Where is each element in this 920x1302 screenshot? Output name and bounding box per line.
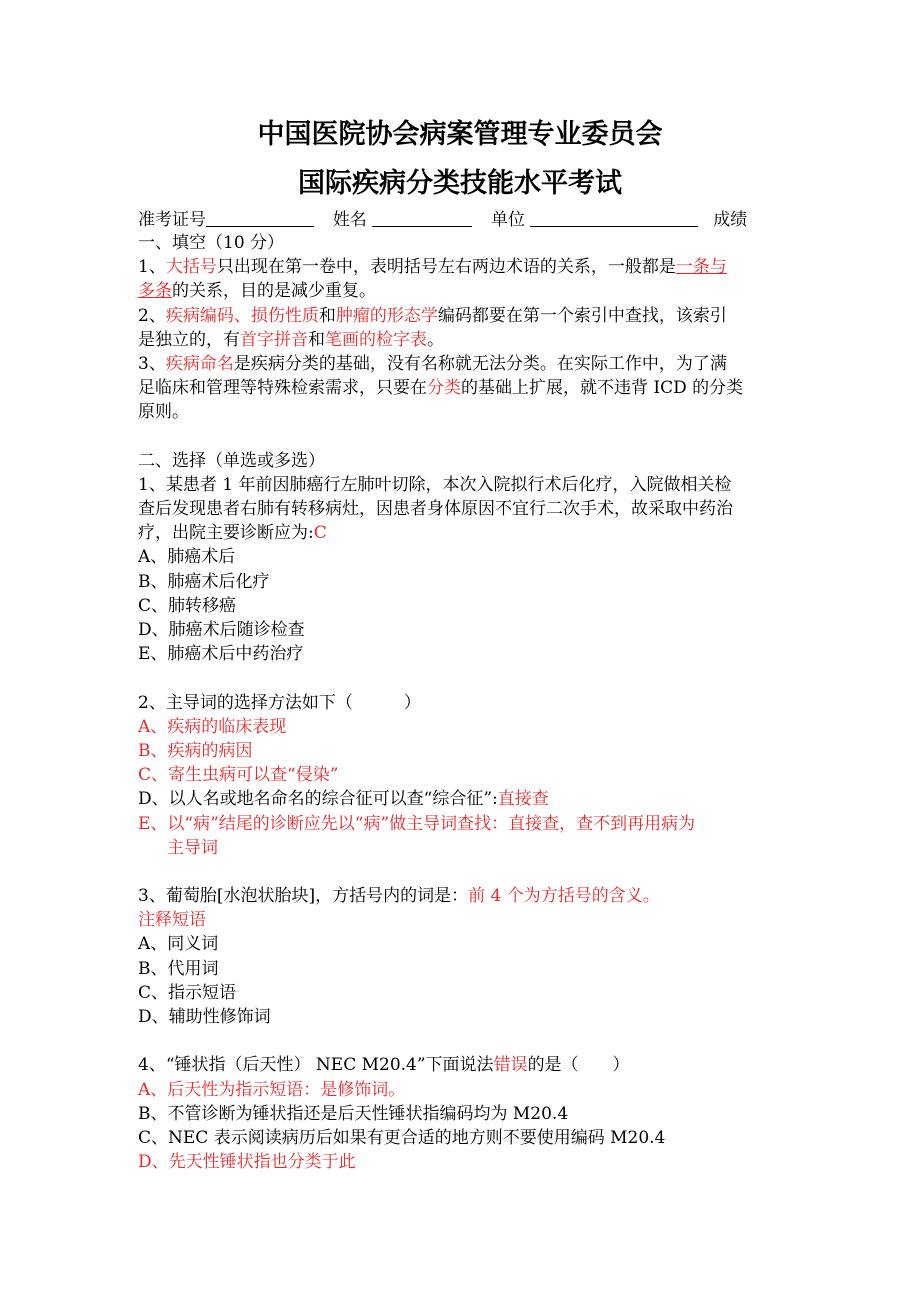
question-text: 的是（ ）	[527, 1055, 630, 1076]
candidate-info-row	[138, 207, 798, 233]
option-item: C、指示短语	[138, 982, 237, 1003]
name-label: 姓名	[332, 210, 367, 230]
question-text: 足临床和管理等特殊检索需求，只要在	[138, 378, 427, 399]
section-heading: 一、填空（10 分）	[138, 233, 285, 253]
answer-text: 分类	[427, 378, 461, 399]
option-item: B、肺癌术后化疗	[138, 571, 270, 592]
option-item: B、代用词	[138, 958, 219, 979]
emphasis-text: 错误	[493, 1055, 528, 1076]
choice-question-1-end	[138, 521, 786, 545]
answer-text: 大括号	[165, 257, 217, 278]
question-text: 疗，出院主要诊断应为:	[138, 523, 314, 544]
unit-label: 单位	[491, 210, 526, 230]
answer-text: 疾病编码、损伤性质	[165, 305, 319, 326]
fill-question-1	[138, 255, 786, 279]
page-subtitle: 国际疾病分类技能水平考试	[298, 168, 622, 199]
option-item: A、肺癌术后	[138, 547, 236, 568]
answer-text: 注释短语	[138, 910, 206, 931]
option-item-cont: 主导词	[167, 837, 218, 858]
unit-blank[interactable]	[530, 208, 698, 227]
question-text: 3、	[138, 353, 166, 374]
question-text: 。	[427, 329, 444, 350]
section-heading: 二、选择（单选或多选）	[138, 450, 325, 471]
option-item: D、肺癌术后随诊检查	[138, 620, 305, 640]
question-text: 和	[308, 329, 325, 350]
exam-id-label: 准考证号	[138, 210, 206, 230]
option-item-correct: A、疾病的临床表现	[138, 716, 287, 737]
name-blank[interactable]	[372, 208, 472, 227]
question-text: 的基础上扩展，就不违背 ICD 的分类	[461, 378, 744, 399]
option-item: C、NEC 表示阅读病历后如果有更合适的地方则不要使用编码 M20.4	[138, 1127, 666, 1148]
option-text: D、以人名或地名命名的综合征可以查“综合征”:	[138, 789, 498, 810]
option-item: A、同义词	[138, 934, 219, 955]
question-text: 2、	[138, 305, 166, 326]
answer-text: 直接查	[497, 789, 549, 810]
fill-question-2-cont	[138, 328, 786, 352]
question-text: 和	[318, 305, 336, 326]
question-text: 的关系，目的是减少重复。	[172, 281, 376, 302]
exam-id-blank[interactable]	[206, 208, 314, 227]
exam-content	[138, 231, 786, 1174]
answer-text: 直接查，查不到再用病为	[508, 813, 696, 834]
choice-question-3	[138, 884, 786, 908]
option-item: C、肺转移癌	[138, 595, 237, 616]
question-text: 只出现在第一卷中，表明括号左右两边术语的关系，一般都是	[216, 257, 676, 278]
option-item-correct	[138, 812, 786, 836]
answer-note: 前 4 个为方括号的含义。	[468, 886, 660, 907]
option-item-correct: A、后天性为指示短语：是修饰词。	[138, 1079, 406, 1100]
question-text: 4、“锤状指（后天性） NEC M20.4”下面说法	[138, 1055, 494, 1076]
answer-text: 首字拼音	[240, 329, 308, 350]
choice-question-4	[138, 1053, 786, 1077]
answer-text: 疾病命名	[165, 353, 234, 374]
score-label: 成绩	[713, 210, 748, 230]
page-title: 中国医院协会病案管理专业委员会	[257, 119, 663, 150]
option-item-correct: C、寄生虫病可以查“侵染”	[138, 765, 339, 786]
answer-text: 一条与	[675, 257, 727, 278]
option-item: B、不管诊断为锤状指还是后天性锤状指编码均为 M20.4	[138, 1103, 569, 1124]
question-text: 编码都要在第一个索引中查找，该索引	[437, 305, 727, 326]
choice-question-1-cont: 查后发现患者右肺有转移病灶，因患者身体原因不宜行二次手术，故采取中药治	[138, 499, 733, 520]
question-text: 1、	[138, 257, 166, 278]
question-text: 是疾病分类的基础，没有名称就无法分类。在实际工作中，为了满	[233, 353, 727, 374]
answer-text: 多条	[138, 281, 172, 302]
choice-question-2: 2、主导词的选择方法如下（ ）	[138, 692, 421, 713]
option-item	[138, 787, 786, 811]
answer-text: C	[313, 523, 327, 544]
fill-question-3-cont	[138, 376, 786, 400]
answer-text: 笔画的检字表	[325, 329, 427, 350]
fill-question-2	[138, 304, 786, 328]
fill-question-3	[138, 352, 786, 376]
question-text: 3、葡萄胎[水泡状胎块]，方括号内的词是：	[138, 886, 469, 907]
option-item: D、辅助性修饰词	[138, 1007, 271, 1027]
option-item-correct: B、疾病的病因	[138, 740, 253, 761]
fill-question-1-cont	[138, 279, 786, 303]
option-item: E、肺癌术后中药治疗	[138, 644, 304, 665]
choice-question-1: 1、某患者 1 年前因肺癌行左肺叶切除，本次入院拟行术后化疗，入院做相关检	[138, 474, 732, 495]
option-text: E、以“病”结尾的诊断应先以“病”做主导词查找：	[138, 813, 509, 834]
option-item-correct: D、先天性锤状指也分类于此	[138, 1152, 356, 1173]
question-text: 是独立的，有	[138, 329, 240, 350]
fill-question-3-end: 原则。	[138, 402, 189, 423]
answer-text: 肿瘤的形态学	[335, 305, 438, 326]
